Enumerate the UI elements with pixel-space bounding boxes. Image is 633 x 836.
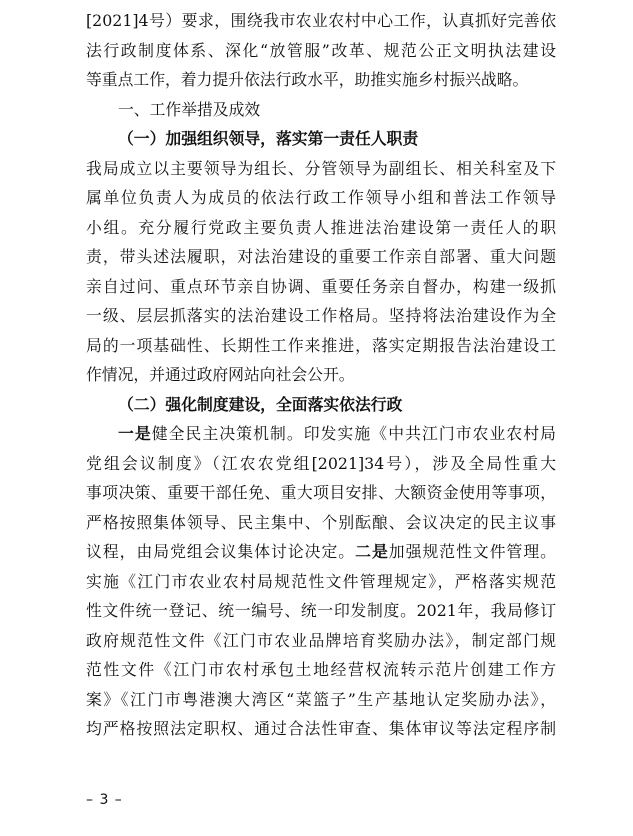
text-line: 案》《江门市粤港澳大湾区“菜篮子”生产基地认定奖励办法》，	[86, 689, 556, 709]
text-line: 均严格按照法定职权、通过合法性审查、集体审议等法定程序制	[86, 719, 556, 738]
text-line: 我局成立以主要领导为组长、分管领导为副组长、相关科室及下	[86, 158, 556, 178]
text-line: 法行政制度体系、深化“放管服”改革、规范公正文明执法建设	[86, 40, 556, 60]
text-line: 责，带头述法履职，对法治建设的重要工作亲自部署、重大问题	[86, 247, 556, 266]
text-line: 小组。充分履行党政主要负责人推进法治建设第一责任人的职	[86, 217, 556, 237]
text-line: 局的一项基础性、长期性工作来推进，落实定期报告法治建设工	[86, 335, 556, 355]
text-run: 健全民主决策机制。印发实施《中共江门市农业农村局	[151, 424, 556, 443]
text-line	[86, 419, 556, 449]
text-line: 一级、层层抓落实的法治建设工作格局。坚持将法治建设作为全	[86, 306, 556, 325]
subsection-heading-1: （一）加强组织领导，落实第一责任人职责	[118, 129, 419, 148]
text-line: 属单位负责人为成员的依法行政工作领导小组和普法工作领导	[86, 188, 556, 207]
document-body	[86, 6, 556, 744]
text-run: 议程，由局党组会议集体讨论决定。	[86, 542, 356, 561]
bold-lead: 一是	[118, 424, 152, 443]
text-line: 实施《江门市农业农村局规范性文件管理规定》，严格落实规范	[86, 571, 556, 591]
text-line: 党组会议制度》（江农农党组[2021]34号），涉及全局性重大	[86, 453, 556, 473]
section-heading: 一、工作举措及成效	[118, 99, 261, 119]
text-line: 事项决策、重要干部任免、重大项目安排、大额资金使用等事项，	[86, 483, 556, 502]
text-line: 政府规范性文件《江门市农业品牌培育奖励办法》，制定部门规	[86, 630, 556, 650]
text-line: [2021]4号）要求，围绕我市农业农村中心工作，认真抓好完善依	[86, 11, 556, 30]
text-line	[86, 537, 556, 567]
text-line: 等重点工作，着力提升依法行政水平，助推实施乡村振兴战略。	[86, 70, 529, 89]
text-line: 范性文件《江门市农村承包土地经营权流转示范片创建工作方	[86, 660, 556, 679]
text-line: 作情况，并通过政府网站向社会公开。	[86, 365, 355, 384]
page-number: – 3 –	[86, 792, 123, 808]
text-line: 亲自过问、重点环节亲自协调、重要任务亲自督办，构建一级抓	[86, 276, 556, 296]
text-line: 性文件统一登记、统一编号、统一印发制度。2021年，我局修订	[86, 601, 556, 620]
text-line: 严格按照集体领导、民主集中、个别酝酿、会议决定的民主议事	[86, 512, 556, 532]
subsection-heading-2: （二）强化制度建设，全面落实依法行政	[118, 394, 403, 414]
bold-lead: 二是	[355, 542, 389, 561]
text-run: 加强规范性文件管理。	[388, 542, 556, 561]
